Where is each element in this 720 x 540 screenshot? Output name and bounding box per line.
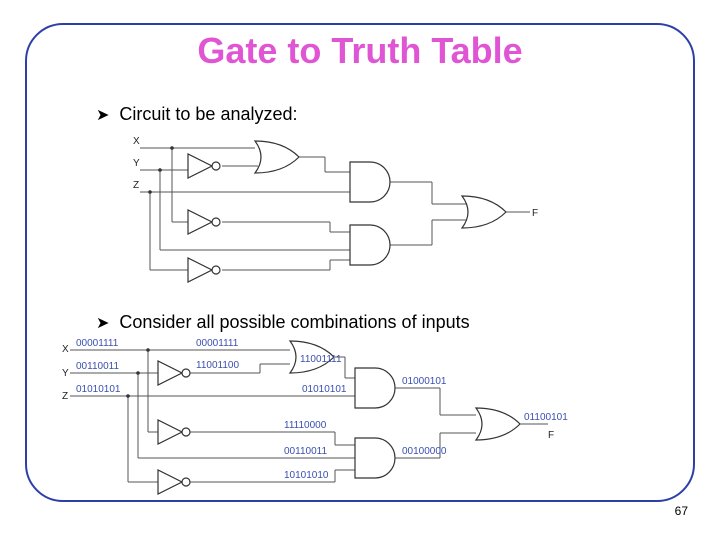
not-x-bits: 11110000 [284, 420, 327, 431]
input-x-label: X [62, 344, 69, 355]
page-number: 67 [674, 504, 688, 518]
or1-output-bits: 11001111 [300, 354, 342, 365]
bullet-combinations-text: Consider all possible combinations of inputs [119, 312, 470, 332]
input-z-label: Z [133, 180, 140, 191]
output-f-label: F [548, 430, 555, 441]
and2-input-y-bits: 00110011 [284, 446, 328, 457]
output-f-label: F [532, 208, 539, 219]
slide-title: Gate to Truth Table [197, 30, 523, 71]
input-x-bits: 00001111 [76, 338, 119, 349]
circuit-1-gates [148, 141, 506, 282]
not-gate [158, 470, 190, 494]
and1-output-bits: 01000101 [402, 376, 447, 387]
not-gate [158, 361, 190, 385]
and-gate [350, 225, 390, 265]
or1-input-ny-bits: 11001100 [196, 360, 240, 371]
not-gate [188, 258, 220, 282]
not-gate [188, 210, 220, 234]
and-gate [355, 438, 395, 478]
input-x-label: X [133, 136, 140, 147]
and-gate [355, 368, 395, 408]
bullet-arrow-icon: ➤ [96, 106, 110, 124]
or-gate [462, 196, 506, 228]
output-f-bits: 01100101 [524, 412, 568, 423]
bullet-circuit-text: Circuit to be analyzed: [119, 104, 298, 124]
input-z-bits: 01010101 [76, 384, 121, 395]
not-gate [188, 154, 220, 178]
input-y-label: Y [62, 368, 69, 379]
or-gate [255, 141, 299, 173]
not-gate [158, 420, 190, 444]
and1-input-z-bits: 01010101 [302, 384, 347, 395]
input-y-bits: 00110011 [76, 361, 120, 372]
or1-input-x-bits: 00001111 [196, 338, 239, 349]
input-y-label: Y [133, 158, 140, 169]
and2-output-bits: 00100000 [402, 446, 447, 457]
and-gate [350, 162, 390, 202]
input-z-label: Z [62, 391, 69, 402]
or-gate [476, 408, 520, 440]
bullet-arrow-icon: ➤ [96, 314, 110, 332]
not-z-bits: 10101010 [284, 470, 329, 481]
